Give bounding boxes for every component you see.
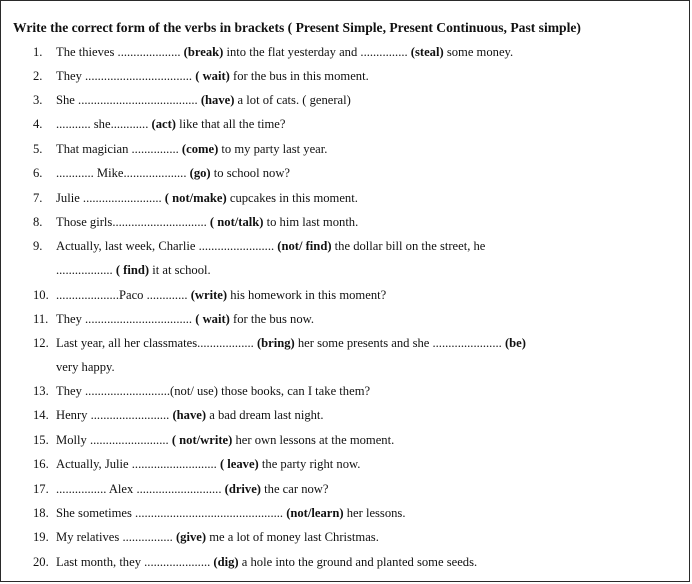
- verb-prompt: (steal): [410, 45, 444, 59]
- sentence-text: Last month, they .....................: [56, 555, 214, 569]
- exercise-number: 13.: [33, 384, 49, 398]
- sentence-text: They ...........................(not/ use): [56, 384, 218, 398]
- sentence-text: those books, can I take them?: [217, 384, 371, 398]
- exercise-sentence: [56, 481, 328, 497]
- exercise-sentence: [56, 554, 477, 570]
- sentence-text: me a lot of money last Christmas.: [206, 530, 379, 544]
- verb-prompt: ( wait): [195, 312, 230, 326]
- sentence-text: for the bus in this moment.: [229, 69, 369, 83]
- sentence-text: her some presents and she ......................: [294, 336, 505, 350]
- exercise-sentence: [56, 92, 351, 108]
- sentence-text: her own lessons at the moment.: [232, 433, 395, 447]
- sentence-text: some money.: [443, 45, 514, 59]
- sentence-text: like that all the time?: [175, 117, 286, 131]
- sentence-text: Julie .........................: [56, 191, 165, 205]
- exercise-sentence: [56, 407, 324, 423]
- verb-prompt: (act): [151, 117, 176, 131]
- verb-prompt: ( not/write): [171, 433, 233, 447]
- exercise-sentence: [56, 238, 485, 254]
- exercise-number: 20.: [33, 555, 49, 569]
- sentence-text: the dollar bill on the street, he: [331, 239, 486, 253]
- exercise-number: 19.: [33, 530, 49, 544]
- verb-prompt: ( leave): [219, 457, 259, 471]
- exercise-sentence: [56, 165, 290, 181]
- exercise-sentence: [56, 311, 314, 327]
- verb-prompt: ( wait): [195, 69, 230, 83]
- exercise-sentence: [56, 287, 386, 303]
- exercise-number: 8.: [33, 215, 43, 229]
- sentence-text: ........... she............: [56, 117, 152, 131]
- sentence-text: Last year, all her classmates..................: [56, 336, 257, 350]
- exercise-number: 4.: [33, 117, 43, 131]
- verb-prompt: (dig): [213, 555, 239, 569]
- exercise-number: 7.: [33, 191, 43, 205]
- sentence-text: to him last month.: [263, 215, 359, 229]
- sentence-text: to my party last year.: [218, 142, 328, 156]
- exercise-sentence: [56, 383, 370, 399]
- sentence-text: the car now?: [261, 482, 329, 496]
- sentence-text: They ..................................: [56, 312, 196, 326]
- exercise-sentence: [56, 505, 405, 521]
- sentence-text: Actually, last week, Charlie ........................: [56, 239, 278, 253]
- sentence-text: very happy.: [56, 360, 115, 374]
- sentence-text: a bad dream last night.: [206, 408, 324, 422]
- verb-prompt: (drive): [224, 482, 261, 496]
- sentence-text: to school now?: [210, 166, 291, 180]
- exercise-number: 14.: [33, 408, 49, 422]
- exercise-sentence: [56, 529, 379, 545]
- worksheet-title: Write the correct form of the verbs in brackets ( Present Simple, Present Continuous, Past simple): [13, 20, 581, 35]
- sentence-text: her lessons.: [343, 506, 406, 520]
- sentence-text: They ..................................: [56, 69, 196, 83]
- exercise-number: 6.: [33, 166, 43, 180]
- verb-prompt: (bring): [256, 336, 295, 350]
- exercise-sentence: [56, 68, 369, 84]
- sentence-text: Actually, Julie ...........................: [56, 457, 220, 471]
- exercise-sentence: [56, 116, 285, 132]
- exercise-number: 1.: [33, 45, 43, 59]
- exercise-number: 5.: [33, 142, 43, 156]
- sentence-text: his homework in this moment?: [227, 288, 387, 302]
- exercise-sentence: [56, 335, 526, 351]
- sentence-text: That magician ...............: [56, 142, 182, 156]
- sentence-text: She sometimes ...............................................: [56, 506, 287, 520]
- verb-prompt: (not/ find): [277, 239, 332, 253]
- exercise-sentence: [56, 214, 358, 230]
- verb-prompt: (be): [504, 336, 526, 350]
- verb-prompt: ( find): [115, 263, 150, 277]
- verb-prompt: (come): [181, 142, 219, 156]
- sentence-text: it at school.: [149, 263, 211, 277]
- exercise-sentence: [56, 141, 327, 157]
- sentence-text: My relatives ................: [56, 530, 176, 544]
- sentence-text: ................ Alex ...........................: [56, 482, 225, 496]
- exercise-number: 12.: [33, 336, 49, 350]
- sentence-text: Those girls..............................: [56, 215, 210, 229]
- verb-prompt: (go): [189, 166, 211, 180]
- exercise-number: 11.: [33, 312, 49, 326]
- exercise-number: 3.: [33, 93, 43, 107]
- sentence-text: a lot of cats. ( general): [234, 93, 351, 107]
- sentence-text: a hole into the ground and planted some seeds.: [238, 555, 478, 569]
- verb-prompt: (not/learn): [286, 506, 344, 520]
- verb-prompt: (break): [183, 45, 224, 59]
- exercise-number: 9.: [33, 239, 43, 253]
- sentence-text: for the bus now.: [229, 312, 315, 326]
- verb-prompt: (give): [175, 530, 207, 544]
- sentence-text: ....................Paco .............: [56, 288, 191, 302]
- sentence-text: into the flat yesterday and ...............: [223, 45, 411, 59]
- exercise-sentence: [56, 44, 513, 60]
- sentence-text: the party right now.: [258, 457, 361, 471]
- verb-prompt: (have): [172, 408, 207, 422]
- sentence-text: She ......................................: [56, 93, 201, 107]
- exercise-sentence-continued: [56, 359, 115, 375]
- sentence-text: ............ Mike....................: [56, 166, 190, 180]
- exercise-sentence: [56, 190, 358, 206]
- exercise-number: 2.: [33, 69, 43, 83]
- sentence-text: Molly .........................: [56, 433, 172, 447]
- verb-prompt: (have): [200, 93, 235, 107]
- sentence-text: ..................: [56, 263, 116, 277]
- sentence-text: cupcakes in this moment.: [226, 191, 358, 205]
- exercise-number: 16.: [33, 457, 49, 471]
- exercise-sentence: [56, 456, 360, 472]
- verb-prompt: ( not/make): [164, 191, 227, 205]
- sentence-text: Henry .........................: [56, 408, 173, 422]
- verb-prompt: (write): [190, 288, 228, 302]
- exercise-number: 17.: [33, 482, 49, 496]
- exercise-number: 10.: [33, 288, 49, 302]
- verb-prompt: ( not/talk): [209, 215, 264, 229]
- exercise-number: 15.: [33, 433, 49, 447]
- exercise-number: 18.: [33, 506, 49, 520]
- exercise-sentence: [56, 432, 394, 448]
- sentence-text: The thieves ....................: [56, 45, 184, 59]
- exercise-sentence-continued: [56, 262, 211, 278]
